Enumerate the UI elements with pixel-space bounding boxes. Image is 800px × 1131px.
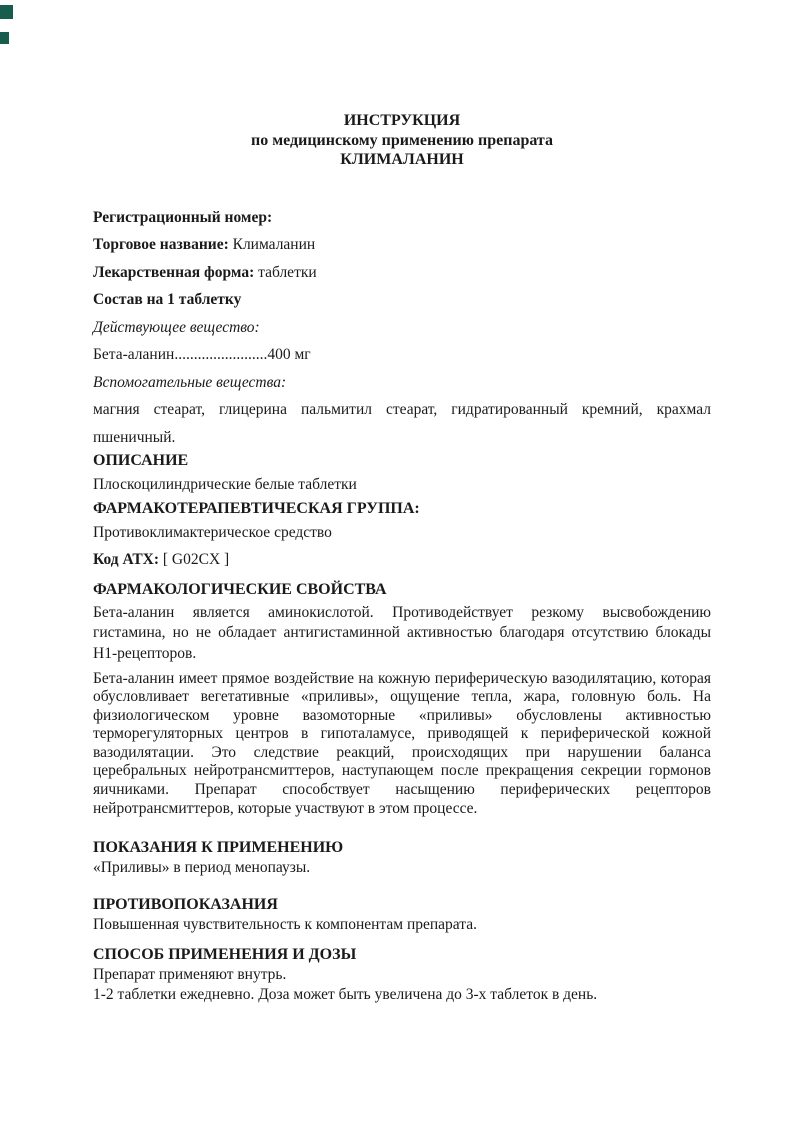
- trade-name-value: Клималанин: [232, 236, 316, 253]
- excipients-label: Вспомогательные вещества:: [93, 373, 287, 391]
- atc-code-label: Код АТХ:: [93, 551, 160, 568]
- description-body: Плоскоцилиндрические белые таблетки: [93, 476, 357, 493]
- description-heading: ОПИСАНИЕ: [93, 452, 189, 469]
- dosage-form-label: Лекарственная форма:: [93, 263, 255, 281]
- dosage-form-value: таблетки: [258, 263, 317, 281]
- scanner-mark-icon: [0, 5, 13, 19]
- pharm-properties-paragraph-1: Бета-аланин является аминокислотой. Противодействует резкому высвобождению гистамина, но не обладает антигистаминной активностью благодаря отсутствию блокады Н1-рецепторов.: [93, 603, 711, 662]
- excipients-text: магния стеарат, глицерина пальмитил стеарат, гидратированный кремний, крахмал пшеничный.: [93, 401, 711, 446]
- active-substance-name: Бета-аланин: [93, 346, 175, 363]
- active-substance-line: [93, 341, 711, 369]
- dosage-heading: СПОСОБ ПРИМЕНЕНИЯ И ДОЗЫ: [93, 945, 357, 963]
- registration-number-label: Регистрационный номер:: [93, 208, 273, 226]
- dosage-line-1: Препарат применяют внутрь.: [93, 965, 287, 983]
- trade-name-line: [93, 231, 711, 259]
- dosage-form-line: [93, 259, 711, 287]
- trade-name-label: Торговое название:: [93, 236, 229, 253]
- active-substance-label: Действующее вещество:: [93, 318, 260, 336]
- scanner-mark-icon: [0, 32, 9, 44]
- pharm-properties-heading: ФАРМАКОЛОГИЧЕСКИЕ СВОЙСТВА: [93, 581, 387, 598]
- indications-body: «Приливы» в период менопаузы.: [93, 858, 311, 876]
- excipients-label-line: [93, 369, 711, 397]
- document-body-top: [93, 204, 711, 574]
- title-line-2: по медицинскому применению препарата: [251, 131, 553, 149]
- registration-number-line: [93, 204, 711, 232]
- atc-code-value: [ G02CX ]: [162, 551, 230, 568]
- pharm-group-heading: ФАРМАКОТЕРАПЕВТИЧЕСКАЯ ГРУППА:: [93, 499, 420, 517]
- dosage-line-2: 1-2 таблетки ежедневно. Доза может быть увеличена до 3-х таблеток в день.: [93, 985, 598, 1003]
- active-substance-dose: 400 мг: [267, 346, 311, 363]
- atc-code-line: [93, 546, 711, 574]
- pharm-properties-paragraph-2: Бета-аланин имеет прямое воздействие на кожную периферическую вазодилятацию, которая обусловливает вегетативные «приливы», ощущение тепла, жара, головную боль. На физиологическом уровне вазомоторные «приливы» обусловлены активностью терморегуляторных центров в гипоталамусе, приводящей к периферической кожной вазодилятации. Это следствие реакций, происходящих при нарушении баланса церебральных нейротрансмиттеров, наступающем после прекращения секреции гормонов яичниками. Препарат способствует насыщению периферических рецепторов нейротрансмиттеров, которые участвуют в этом процессе.: [93, 669, 711, 817]
- document-title: [93, 111, 711, 170]
- title-line-1: ИНСТРУКЦИЯ: [343, 112, 461, 129]
- contraindications-body: Повышенная чувствительность к компонентам препарата.: [93, 915, 477, 933]
- dot-leader: ........................: [174, 346, 268, 363]
- title-line-3: КЛИМАЛАНИН: [340, 151, 464, 168]
- contraindications-heading: ПРОТИВОПОКАЗАНИЯ: [93, 895, 278, 913]
- active-substance-label-line: [93, 314, 711, 342]
- indications-heading: ПОКАЗАНИЯ К ПРИМЕНЕНИЮ: [93, 838, 344, 856]
- composition-heading: Состав на 1 таблетку: [93, 291, 242, 308]
- pharm-group-body: Противоклимактерическое средство: [93, 523, 332, 541]
- document-content: [93, 0, 711, 1005]
- composition-heading-line: [93, 286, 711, 314]
